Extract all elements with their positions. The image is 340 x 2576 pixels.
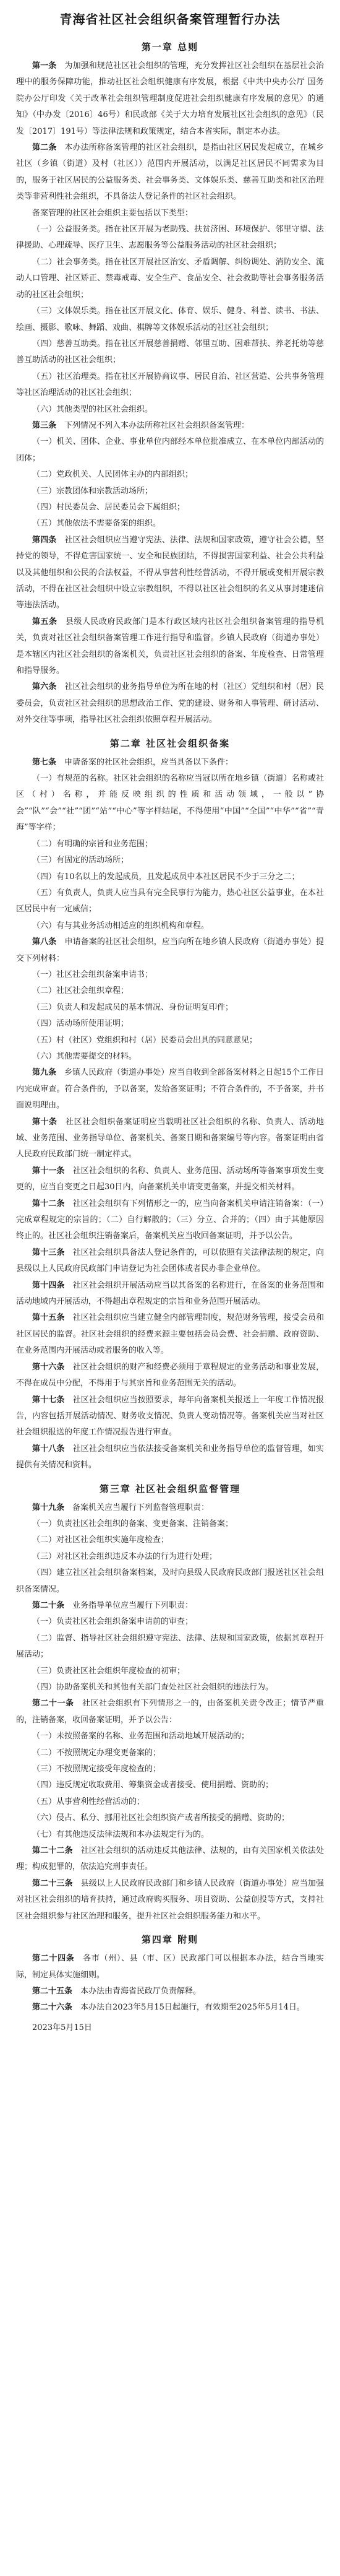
list-item bbox=[16, 1663, 324, 1680]
list-item bbox=[16, 336, 324, 369]
chapter-heading: 第一章 总则 bbox=[141, 41, 199, 53]
article-paragraph bbox=[16, 1065, 324, 1114]
article-number: 第二十条 bbox=[32, 1600, 65, 1610]
article-text: （四）建立社区社会组织备案档案，及时向县级人民政府民政部门报送社区社会组织备案情况。 bbox=[16, 1568, 324, 1594]
article-paragraph bbox=[16, 1196, 324, 1245]
article-text: 社区社会组织开展活动应当以其备案的名称进行，在备案的业务范围和活动地域内开展活动，不得超出章程规定的宗旨和业务范围开展活动。 bbox=[16, 1280, 324, 1307]
article-paragraph bbox=[16, 614, 324, 680]
article-paragraph bbox=[16, 755, 324, 771]
article-number: 第二十二条 bbox=[32, 1846, 73, 1856]
article-paragraph bbox=[16, 532, 324, 614]
article-text: （四）活动场所使用证明； bbox=[32, 1019, 129, 1029]
article-text: 社区社会组织备案证明应当载明社区社会组织的名称、负责人、活动地域、业务范围、业务指导单位、备案机关、备案日期和备案编号等内容。备案证明由省人民政府民政部门统一制定样式。 bbox=[16, 1117, 324, 1160]
list-item bbox=[16, 1000, 324, 1016]
article-text: 社区社会组织应当建立健全内部管理制度，规范财务管理，接受会员和社区居民的监督。社区社会组织的经费来源主要包括会员会费、社会捐赠、政府资助、在业务范围内开展活动或者服务的收入等。 bbox=[16, 1313, 324, 1356]
article-number: 第一条 bbox=[32, 61, 57, 71]
article-paragraph bbox=[16, 58, 324, 140]
list-item bbox=[16, 1516, 324, 1532]
article-text: 下列情况不列入本办法所称社区社会组织备案管理： bbox=[64, 420, 250, 430]
article-text: （五）其他依法不需要备案的组织。 bbox=[32, 519, 161, 529]
article-paragraph bbox=[16, 1114, 324, 1163]
article-text: 申请备案的社区社会组织，应当向所在地乡镇人民政府（街道办事处）提交下列材料： bbox=[16, 937, 324, 963]
list-item bbox=[16, 1631, 324, 1663]
article-number: 第五条 bbox=[32, 617, 57, 627]
article-text: （四）慈善互助类。指在社区开展慈善捐赠、邻里互助、困难帮扶、养老托幼等慈善互助活动的社区社会组织； bbox=[16, 339, 324, 365]
article-text: （三）宗教团体和宗教活动场所； bbox=[32, 486, 153, 496]
article-paragraph bbox=[16, 1696, 324, 1728]
article-paragraph bbox=[16, 934, 324, 967]
list-item bbox=[16, 1827, 324, 1843]
article-text: （一）有规范的名称。社区社会组织的名称应当冠以所在地乡镇（街道）名称或社区（村）名称，并能反映组织的性质和活动领域，一般以“协会”“队”“会”“社”“团”“站”“中心”等字样结尾，不得使用“中国”“全国”“中华”“省”“青海”等字样； bbox=[16, 774, 324, 833]
article-number: 第十二条 bbox=[32, 1199, 65, 1208]
article-paragraph bbox=[16, 140, 324, 206]
article-number: 第八条 bbox=[32, 937, 57, 947]
article-text: 本办法自2023年5月15日起施行，有效期至2025年5月14日。 bbox=[80, 2003, 305, 2013]
article-text: （三）有固定的活动场所； bbox=[32, 856, 129, 865]
article-text: （二）有明确的宗旨和业务范围； bbox=[32, 839, 153, 849]
article-text: （六）其他类型的社区社会组织。 bbox=[32, 404, 153, 414]
list-item bbox=[16, 467, 324, 483]
article-text: （一）机关、团体、企业、事业单位内部经本单位批准成立、在本单位内部活动的团体； bbox=[16, 437, 324, 463]
list-item bbox=[16, 484, 324, 500]
article-text: 备案管理的社区社会组织主要包括以下类型： bbox=[32, 208, 193, 218]
article-number: 第十七条 bbox=[32, 1395, 65, 1405]
article-text: （五）社区治理类。指在社区开展协商议事、居民自治、社区营造、公共事务管理等社区治理活动的社区社会组织； bbox=[16, 371, 324, 398]
list-item bbox=[16, 967, 324, 983]
list-item bbox=[16, 1777, 324, 1793]
article-paragraph bbox=[16, 1310, 324, 1359]
article-text: （三）对社区社会组织违反本办法的行为进行处理； bbox=[32, 1551, 218, 1561]
article-number: 第二十三条 bbox=[32, 1878, 73, 1888]
list-item bbox=[16, 1532, 324, 1548]
article-text: （一）负责社区社会组织的备案、变更备案、注销备案； bbox=[32, 1519, 234, 1529]
list-item bbox=[16, 836, 324, 852]
article-paragraph bbox=[16, 1441, 324, 1474]
article-number: 第二条 bbox=[32, 143, 57, 153]
article-text: 备案机关应当履行下列监督管理职责： bbox=[72, 1503, 210, 1512]
article-text: （一）未按照备案的名称、业务范围和活动地域开展活动的； bbox=[32, 1732, 250, 1741]
article-text: （六）侵占、私分、挪用社区社会组织资产或者所接受的捐赠、资助的； bbox=[32, 1813, 290, 1823]
article-number: 第四条 bbox=[32, 535, 57, 545]
article-text: （六）有与其业务活动相适应的组织机构和章程。 bbox=[32, 921, 210, 930]
article-text: 社区社会组织有下列情形之一的，由备案机关责令改正；情节严重的，注销备案，收回备案证明，并予以公告： bbox=[16, 1699, 324, 1725]
article-number: 第二十四条 bbox=[32, 1954, 75, 1964]
article-number: 第十三条 bbox=[32, 1247, 65, 1257]
list-item bbox=[16, 1049, 324, 1065]
article-text: （四）村民委员会、居民委员会下属组织； bbox=[32, 502, 185, 512]
article-paragraph bbox=[16, 1984, 324, 2000]
article-number: 第十八条 bbox=[32, 1444, 65, 1454]
article-text: （七）有其他违反法律法规和本办法规定行为的。 bbox=[32, 1829, 210, 1839]
article-text: 县级以上人民政府民政部门和乡镇人民政府（街道办事处）应当加强对社区社会组织的培育扶持，通过政府购买服务、项目资助、公益创投等方式，支持社区社会组织参与社区治理和服务，提升社区社会组织服务能力和水平。 bbox=[16, 1878, 324, 1921]
article-text: （一）公益服务类。指在社区开展为老助残、扶贫济困、环境保护、邻里守望、法律援助、心理疏导、医疗卫生、志愿服务等公益服务活动的社区社会组织； bbox=[16, 225, 324, 251]
list-item bbox=[16, 1810, 324, 1826]
article-text: 为加强和规范社区社会组织的管理，充分发挥社区社会组织在基层社会治理中的服务保障功能，推动社区社会组织健康有序发展，根据《中共中央办公厅 国务院办公厅印发〈关于改革社会组织管理制度促进社会组织健康有序发展的意见〉的通知》（中办发〔2016〕46号）和民政部《关于大力培育发展社区社会组织的意见》（民发〔2017〕191号）等法律法规和政策规定，结合本省实际，制定本办法。 bbox=[16, 61, 324, 136]
article-text: （二）党政机关、人民团体主办的内部组织； bbox=[32, 470, 193, 480]
article-number: 第七条 bbox=[32, 757, 57, 767]
document-title: 青海省社区社会组织备案管理暂行办法 bbox=[59, 12, 281, 27]
article-text: （二）不按照规定办理变更备案的； bbox=[32, 1748, 161, 1758]
article-paragraph bbox=[16, 1843, 324, 1876]
article-text: 社区社会组织应当遵守宪法、法律、法规和国家政策，遵守社会公德，坚持党的领导，不得危害国家统一、安全和民族团结，不得损害国家利益、社会公共利益以及其他组织和公民的合法权益，不得从事营利性经营活动，不得开展或变相开展宗教活动，不得在社区社会组织中设立宗教组织，不得以社区社会组织的名义从事封建迷信等违法活动。 bbox=[16, 535, 324, 610]
article-number: 第十九条 bbox=[32, 1503, 65, 1512]
article-text: （三）不按照规定接受年度检查的； bbox=[32, 1764, 161, 1774]
list-item bbox=[16, 1549, 324, 1565]
article-number: 第三条 bbox=[32, 420, 57, 430]
article-text: 社区社会组织的名称、负责人、业务范围、活动场所等备案事项发生变更的，应当自变更之日起30日内，向备案机关申请变更备案，并提交相关材料。 bbox=[16, 1166, 324, 1192]
article-number: 第六条 bbox=[32, 682, 57, 692]
list-item bbox=[16, 1794, 324, 1810]
article-text: （四）违反规定收取费用、筹集资金或者接受、使用捐赠、资助的； bbox=[32, 1780, 274, 1790]
list-item bbox=[16, 206, 324, 222]
article-text: （一）负责社区社会组织备案申请前的审查； bbox=[32, 1617, 193, 1627]
article-text: （三）负责人和发起成员的基本情况、身份证明复印件； bbox=[32, 1002, 234, 1012]
article-text: （二）社会事务类。指在社区开展社区治安、矛盾调解、纠纷调处、消防安全、流动人口管理、社区矫正、禁毒戒毒、安全生产、食品安全、社会救助等社会事务服务活动的社区社会组织； bbox=[16, 257, 324, 300]
article-number: 第二十一条 bbox=[32, 1699, 74, 1709]
article-paragraph bbox=[16, 1951, 324, 1984]
article-text: （二）监督、指导社区社会组织遵守宪法、法律、法规和国家政策，依据其章程开展活动； bbox=[16, 1633, 324, 1660]
article-number: 第十一条 bbox=[32, 1166, 65, 1176]
list-item bbox=[16, 402, 324, 418]
list-item bbox=[16, 369, 324, 402]
article-text: 社区社会组织有下列情形之一的，应当向备案机关申请注销备案：（一）完成章程规定的宗旨的；（二）自行解散的；（三）分立、合并的；（四）由于其他原因终止的。社区社会组织注销备案后，备案机关应当收回备案证明，并予以公告。 bbox=[16, 1199, 324, 1241]
list-item bbox=[16, 918, 324, 934]
article-text: 乡镇人民政府（街道办事处）应当自收到全部备案材料之日起15个工作日内完成审查。符合条件的，予以备案，发给备案证明；不符合条件的，不予备案，并书面说明理由。 bbox=[16, 1068, 324, 1111]
article-text: 业务指导单位应当履行下列职责： bbox=[72, 1600, 193, 1610]
list-item bbox=[16, 434, 324, 467]
article-text: （三）文体娱乐类。指在社区开展文化、体育、娱乐、健身、科普、读书、书法、绘画、摄影、歌咏、舞蹈、戏曲、棋牌等文体娱乐活动的社区社会组织； bbox=[16, 306, 324, 332]
list-item bbox=[16, 1565, 324, 1598]
article-number: 第二十五条 bbox=[32, 1986, 73, 1996]
list-item bbox=[16, 1728, 324, 1745]
article-text: （五）村（社区）党组织和村（居）民委员会出具的同意意见； bbox=[32, 1035, 258, 1045]
article-paragraph bbox=[16, 2000, 324, 2016]
article-text: 社区社会组织具备法人登记条件的，可以依照有关法律法规的规定，向县级以上人民政府民政部门申请登记为社会团体或者民办非企业单位。 bbox=[16, 1247, 324, 1274]
article-number: 第九条 bbox=[32, 1068, 57, 1078]
chapter-heading: 第三章 社区社会组织监督管理 bbox=[99, 1483, 241, 1494]
article-paragraph bbox=[16, 1598, 324, 1614]
article-text: 县级人民政府民政部门是本行政区域内社区社会组织备案管理的指导机关，负责对社区社会组织备案管理工作进行指导和监督。乡镇人民政府（街道办事处）是本辖区内社区社会组织的备案机关，负责社区社会组织的备案、年度检查、日常管理和指导服务。 bbox=[16, 617, 324, 676]
article-text: 社区社会组织的业务指导单位为所在地的村（社区）党组织和村（居）民委员会，负责社区社会组织的思想政治工作、党的建设、财务和人事管理、研讨活动、对外交往等事项，指导社区社会组织依照章程开展活动。 bbox=[16, 682, 324, 725]
article-text: 社区社会组织的活动违反其他法律、法规的，由有关国家机关依法处理；构成犯罪的，依法追究刑事责任。 bbox=[16, 1846, 324, 1872]
article-number: 第十六条 bbox=[32, 1362, 65, 1372]
article-text: （五）从事营利性经营活动的； bbox=[32, 1797, 145, 1806]
article-number: 第十五条 bbox=[32, 1313, 65, 1323]
article-text: 申请备案的社区社会组织，应当具备以下条件： bbox=[64, 757, 234, 767]
article-number: 第二十六条 bbox=[32, 2003, 73, 2013]
article-text: （一）社区社会组织备案申请书； bbox=[32, 969, 153, 979]
article-text: 社区社会组织的财产和经费必须用于章程规定的业务活动和事业发展，不得在成员中分配，不得用于与其宗旨和业务范围无关的活动。 bbox=[16, 1362, 324, 1389]
article-paragraph bbox=[16, 418, 324, 434]
list-item bbox=[16, 1614, 324, 1630]
article-text: （二）社区社会组织章程； bbox=[32, 986, 129, 996]
article-text: （五）有负责人，负责人应当具有完全民事行为能力，热心社区公益事业，在本社区居民中有一定威信； bbox=[16, 888, 324, 914]
article-number: 第十四条 bbox=[32, 1280, 65, 1290]
article-text: （四）有10名以上的发起成员，且发起成员中本社区居民不少于三分之二； bbox=[32, 872, 300, 882]
list-item bbox=[16, 869, 324, 885]
article-text: 社区社会组织应当按照要求，每年向备案机关报送上一年度工作情况报告，内容包括开展活动情况、财务收支情况、负责人变动情况等。备案机关应当对社区社会组织报送的年度工作情况报告进行审查。 bbox=[16, 1395, 324, 1438]
document-date: 2023年5月15日 bbox=[32, 2023, 92, 2032]
article-text: 社区社会组织应当依法接受备案机关和业务指导单位的监督管理，如实提供有关情况和资料。 bbox=[16, 1444, 324, 1470]
list-item bbox=[16, 1761, 324, 1777]
list-item bbox=[16, 1016, 324, 1032]
article-paragraph bbox=[16, 1360, 324, 1392]
article-text: （六）其他需要提交的材料。 bbox=[32, 1051, 137, 1061]
article-paragraph bbox=[16, 1500, 324, 1516]
list-item bbox=[16, 885, 324, 918]
list-item bbox=[16, 1680, 324, 1696]
article-text: （三）负责社区社会组织年度检查的初审； bbox=[32, 1666, 185, 1676]
chapter-heading: 第二章 社区社会组织备案 bbox=[109, 737, 231, 749]
list-item bbox=[16, 771, 324, 836]
article-text: （二）对社区社会组织实施年度检查； bbox=[32, 1535, 169, 1545]
list-item bbox=[16, 852, 324, 869]
article-text: 本办法由青海省民政厅负责解释。 bbox=[80, 1986, 202, 1996]
article-text: （四）协助备案机关和其他有关部门查处社区社会组织的违法行为。 bbox=[32, 1683, 274, 1692]
article-paragraph bbox=[16, 1245, 324, 1278]
list-item bbox=[16, 222, 324, 254]
article-paragraph bbox=[16, 679, 324, 728]
article-text: 各市（州）、县（市、区）民政部门可以根据本办法，结合当地实际，制定具体实施细则。 bbox=[16, 1954, 324, 1980]
article-paragraph bbox=[16, 1392, 324, 1441]
article-paragraph bbox=[16, 1876, 324, 1925]
list-item bbox=[16, 516, 324, 532]
chapter-heading: 第四章 附则 bbox=[141, 1934, 199, 1946]
article-number: 第十条 bbox=[32, 1117, 57, 1127]
article-paragraph bbox=[16, 1163, 324, 1196]
article-text: 本办法所称备案管理的社区社会组织，是指由社区居民发起成立，在城乡社区（乡镇（街道）及村（社区））范围内开展活动，以满足社区居民不同需求为目的，服务于社区居民的公益服务类、社会事务类、文体娱乐类、慈善互助类和社区治理类等非营利性社会组织，不具备法人登记条件的社区社会组织。 bbox=[16, 143, 324, 202]
list-item bbox=[16, 983, 324, 999]
document-body bbox=[16, 38, 324, 2016]
list-item bbox=[16, 1745, 324, 1761]
list-item bbox=[16, 1033, 324, 1049]
list-item bbox=[16, 303, 324, 336]
list-item bbox=[16, 254, 324, 303]
article-paragraph bbox=[16, 1278, 324, 1311]
list-item bbox=[16, 500, 324, 516]
